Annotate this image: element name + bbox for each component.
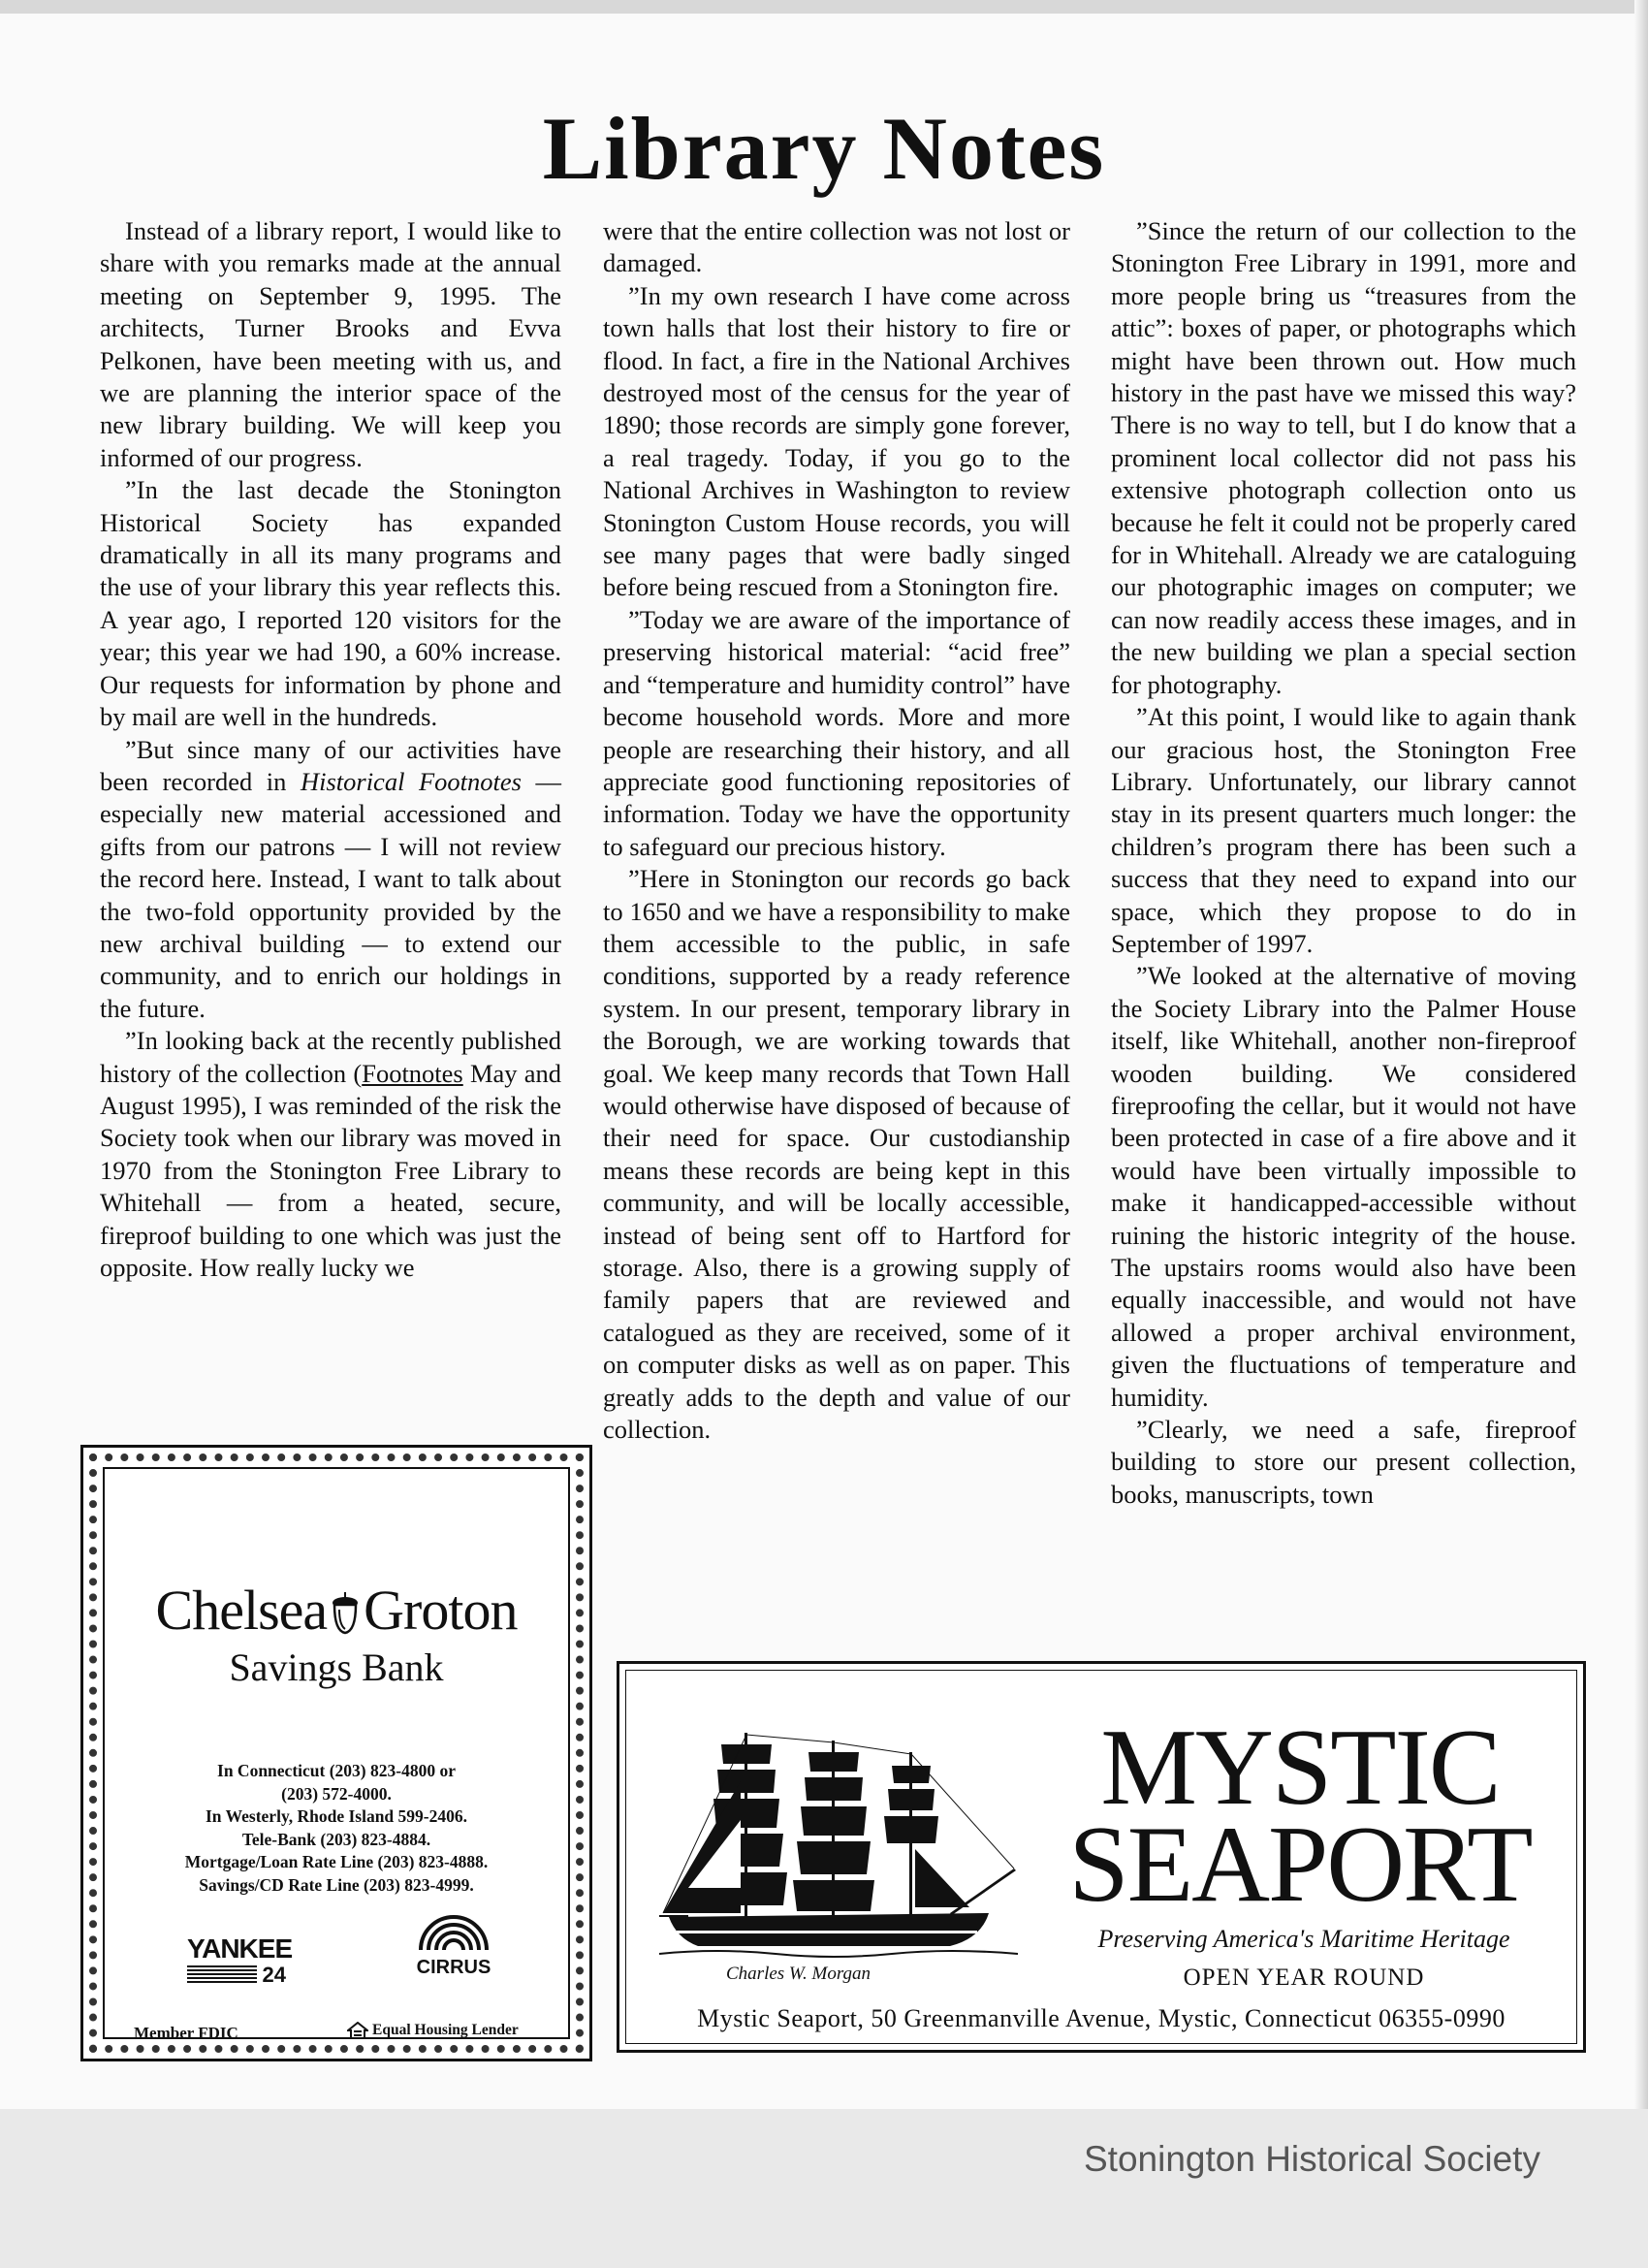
scan-top-edge	[0, 0, 1648, 14]
yankee-label: YANKEE	[187, 1933, 293, 1964]
wordmark-line-2: SEAPORT	[1068, 1805, 1532, 1925]
paragraph: ”Today we are aware of the importance of preserving historical material: “acid free” and “temperature and humidity control” have become household words. More and more people are researching their history, and all appreciate good functioning repositories of information. Today we have the opportunity to safeguard our precious history.	[603, 604, 1070, 861]
paragraph: were that the entire collection was not lost or damaged.	[603, 216, 1070, 278]
bank-name-sub: Savings Bank	[229, 1645, 444, 1689]
article-column-2	[603, 215, 1070, 1446]
article-column-1	[100, 215, 561, 1284]
scan-bottom-band	[0, 2109, 1648, 2268]
chelsea-groton-ad	[80, 1445, 592, 2061]
paragraph-text: ”But since many of our activities have been recorded in	[100, 734, 561, 796]
contact-line: Tele-Bank (203) 823-4884.	[241, 1829, 431, 1849]
publication-reference: Footnotes	[362, 1058, 463, 1088]
museum-address: Mystic Seaport, 50 Greenmanville Avenue, Mystic, Connecticut 06355-0990	[697, 2004, 1505, 2032]
paragraph-text: ”In looking back at the recently published history of the collection (	[100, 1026, 561, 1088]
ad-inner-panel	[625, 1670, 1577, 2044]
museum-tagline: Preserving America's Maritime Heritage	[1097, 1925, 1510, 1953]
contact-line: Mortgage/Loan Rate Line (203) 823-4888.	[184, 1852, 489, 1871]
paragraph	[100, 734, 561, 1026]
mystic-seaport-ad	[617, 1661, 1586, 2053]
paragraph: ”Since the return of our collection to the Stonington Free Library in 1991, more and more people bring us “treasures from the attic”: boxes of paper, or photographs which might have been thrown out. How much history in the past have we missed this way? There is no way to tell, but I do know that a prominent local collector did not pass his extensive photograph collection onto us because he felt it could not be properly cared for in Whitehall. Already we are cataloguing our photographic images on computer; we can now readily access these images, and in the new building we plan a special section for photography.	[1111, 216, 1576, 699]
article-column-3	[1111, 215, 1576, 1511]
paragraph-text: — especially new material accessioned and gifts from our patrons — I will not review the record here. Instead, I want to talk about the two-fold opportunity provided by the new archival building — to extend our community, and to enrich our holdings in the future.	[100, 766, 562, 1023]
paragraph: ”In my own research I have come across town halls that lost their history to fire or flood. In fact, a fire in the National Archives destroyed most of the census for the year of 1890; those records are simply gone forever, a real tragedy. Today, if you go to the National Archives in Washington to review Stonington Custom House records, you will see many pages that were badly singed before being rescued from a Stonington fire.	[603, 280, 1070, 602]
yankee-24-logo	[187, 1934, 303, 1987]
paragraph	[100, 1025, 561, 1284]
bank-contacts	[105, 1760, 568, 1897]
bank-logo	[105, 1580, 568, 1647]
cirrus-logo	[400, 1905, 507, 1978]
cirrus-arcs-icon	[415, 1905, 492, 1952]
bank-name-left: Chelsea	[155, 1579, 328, 1642]
contact-line: In Connecticut (203) 823-4800 or	[217, 1761, 456, 1780]
ship-caption: Charles W. Morgan	[726, 1964, 872, 1984]
scan-right-edge	[1634, 0, 1648, 2268]
yankee-stripes-icon	[187, 1965, 257, 1985]
acorn-icon	[331, 1585, 360, 1647]
opening-hours: OPEN YEAR ROUND	[1183, 1965, 1425, 1991]
equal-housing-label: Equal Housing Lender	[372, 2022, 519, 2038]
paragraph: ”Here in Stonington our records go back to 1650 and we have a responsibility to make them accessible to the public, in safe conditions, supported by a ready reference system. In our present, temporary library in the Borough, we are working towards that goal. We keep many records that Town Hall would otherwise have disposed of because of their need for space. Our custodianship means these records are being kept in this community, and will be locally accessible, instead of being sent off to Hartford for storage. Also, there is a growing supply of family papers that are reviewed and catalogued as they are received, some of it on computer disks as well as on paper. This greatly adds to the depth and value of our collection.	[603, 864, 1070, 1445]
archive-watermark: Stonington Historical Society	[1084, 2139, 1540, 2179]
contact-line: (203) 572-4000.	[281, 1783, 392, 1804]
mystic-seaport-wordmark	[1033, 1708, 1567, 1925]
yankee-number: 24	[262, 1963, 286, 1987]
equal-housing-icon	[347, 2022, 368, 2039]
wordmark-line-1: MYSTIC	[1100, 1708, 1500, 1828]
ad-inner-panel	[103, 1467, 570, 2042]
bank-name-right: Groton	[364, 1579, 518, 1642]
sailing-ship-icon	[659, 1723, 1018, 1965]
paragraph: Instead of a library report, I would like to share with you remarks made at the annual meeting on September 9, 1995. The architects, Turner Brooks and Evva Pelkonen, have been meeting with us, and we are planning the interior space of the new library building. We will keep you informed of our progress.	[100, 216, 561, 472]
member-fdic: Member FDIC	[134, 2024, 238, 2042]
paragraph: ”In the last decade the Stonington Historical Society has expanded dramatically in all its many programs and the use of your library this year reflects this. A year ago, I reported 120 visitors for the year; this year we had 190, a 60% increase. Our requests for information by phone and by mail are well in the hundreds.	[100, 475, 561, 732]
paragraph-text: May and August 1995), I was reminded of the risk the Society took when our library was moved in 1970 from the Stonington Free Library to Whitehall — from a heated, secure, fireproof building to one which was just the opposite. How really lucky we	[100, 1058, 561, 1282]
paragraph: ”At this point, I would like to again thank our gracious host, the Stonington Free Library. Unfortunately, our library cannot stay in its present quarters much longer: the children’s program there has been such a success that they need to expand into our space, which they propose to do in September of 1997.	[1111, 702, 1576, 958]
cirrus-label: CIRRUS	[416, 1957, 491, 1978]
contact-line: Savings/CD Rate Line (203) 823-4999.	[199, 1874, 474, 1895]
paragraph: ”Clearly, we need a safe, fireproof building to store our present collection, books, manuscripts, town	[1111, 1415, 1576, 1509]
page-title: Library Notes	[542, 99, 1106, 198]
contact-line: In Westerly, Rhode Island 599-2406.	[206, 1806, 467, 1826]
publication-title: Historical Footnotes	[300, 766, 522, 796]
paragraph: ”We looked at the alternative of moving the Society Library into the Palmer House itself, like Whitehall, another non-fireproof wooden building. We considered fireproofing the cellar, but it would not have been protected in case of a fire above and it would have been virtually impossible to make it handicapped-accessible without ruining the historic integrity of the house. The upstairs rooms would also have been equally inaccessible, and would not have allowed a proper archival environment, given the fluctuations of temperature and humidity.	[1111, 961, 1576, 1412]
equal-housing-lender	[347, 2022, 519, 2039]
